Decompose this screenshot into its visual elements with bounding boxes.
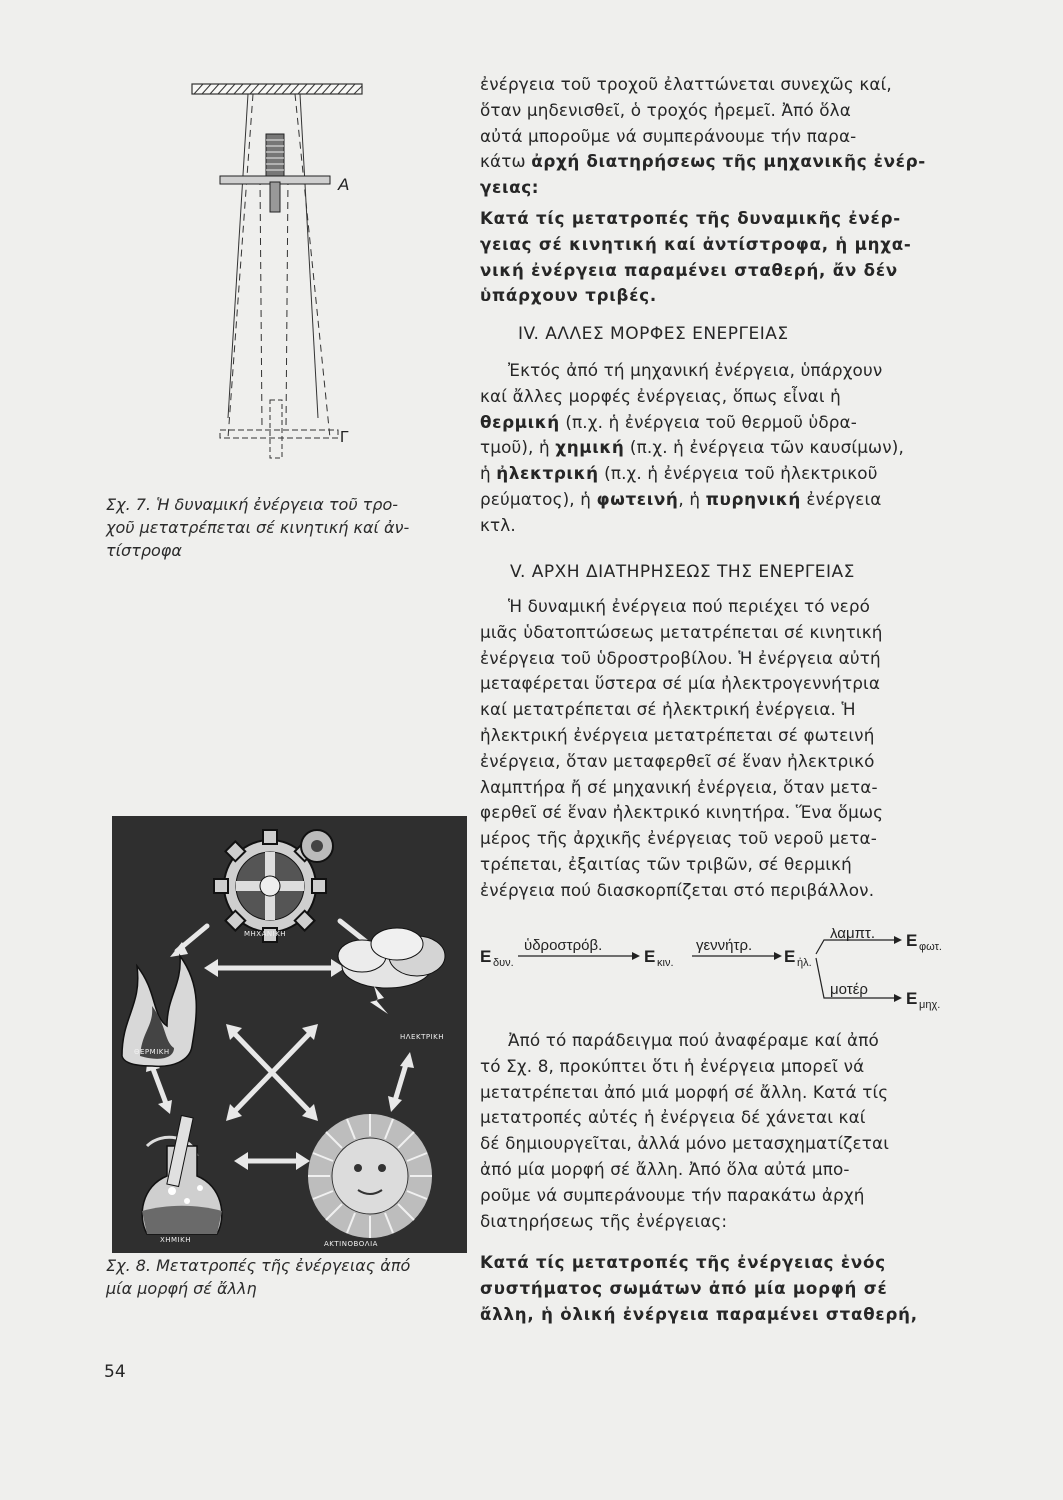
e-kin: Ε	[644, 947, 656, 966]
text-span: ἐνέργεια	[800, 488, 882, 509]
law-energy-conservation	[480, 1250, 964, 1327]
paragraph-2	[480, 358, 964, 539]
paragraph-3	[480, 594, 964, 904]
text-line: αὐτά μποροῦμε νά συμπεράνουμε τήν παρα-	[480, 125, 857, 146]
text-line: ἐνέργεια τοῦ τροχοῦ ἐλαττώνεται συνεχῶς καί,	[480, 74, 892, 94]
text-line: γειας σέ κινητική καί ἀντίστροφα, ἡ μηχα-	[480, 234, 912, 254]
text-line: μεταφέρεται ὕστερα σέ μία ἠλεκτρογεννήτρια	[480, 673, 881, 694]
text-span: κάτω	[480, 151, 532, 172]
term-bold: φωτεινή	[596, 488, 679, 509]
term-bold: ἠλεκτρική	[496, 463, 599, 484]
text-line: ἐνέργεια τοῦ ὑδροστροβίλου. Ἡ ἐνέργεια αὐτή	[480, 647, 881, 668]
energy-chain-formula	[478, 928, 968, 1018]
e-kin-sub: κιν.	[657, 957, 674, 969]
e-mech: Ε	[906, 989, 918, 1008]
caption-line: τίστροφα	[106, 541, 182, 560]
page-number: 54	[104, 1362, 126, 1382]
text-line: συστήματος σωμάτων ἀπό μία μορφή σέ	[480, 1278, 888, 1298]
arrow4-label: μοτέρ	[830, 981, 868, 998]
text-line: δέ δημιουργεῖται, ἀλλά μόνο μετασχηματίζεται	[480, 1133, 890, 1154]
text-span: τμοῦ), ἡ	[480, 437, 556, 458]
text-line	[480, 435, 964, 461]
term-bold: ἀρχή διατηρήσεως τῆς μηχανικῆς ἐνέρ-	[531, 151, 926, 172]
text-line: μετατρέπεται ἀπό μιά μορφή σέ ἄλλη. Κατά τίς	[480, 1081, 889, 1102]
section-heading-v: V. ΑΡΧΗ ΔΙΑΤΗΡΗΣΕΩΣ ΤΗΣ ΕΝΕΡΓΕΙΑΣ	[510, 562, 855, 582]
term-bold: θερμική	[480, 411, 560, 432]
term-bold: χημική	[555, 437, 625, 458]
text-span: (π.χ. ἡ ἐνέργεια τοῦ θερμοῦ ὑδρα-	[559, 411, 857, 432]
e-phot: Ε	[906, 931, 918, 950]
text-line: ροῦμε νά συμπεράνουμε τήν παρακάτω ἀρχή	[480, 1184, 865, 1205]
text-line: κτλ.	[480, 514, 516, 535]
e-phot-sub: φωτ.	[919, 941, 942, 953]
text-line: ἀπό μία μορφή σέ ἄλλη. Ἀπό ὅλα αὐτά μπο-	[480, 1158, 850, 1179]
text-span: , ἡ	[678, 488, 706, 509]
tag-electric: ΗΛΕΚΤΡΙΚΗ	[400, 1033, 444, 1041]
text-span: (π.χ. ἡ ἐνέργεια τῶν καυσίμων),	[624, 437, 904, 458]
tag-mechanical: ΜΗΧΑΝΙΚΗ	[244, 930, 287, 938]
text-line: καί ἄλλες μορφές ἐνέργειας, ὅπως εἶναι ἡ	[480, 385, 841, 406]
figure-8-energy-forms	[112, 816, 467, 1253]
law-mechanical-energy	[480, 206, 964, 309]
term-bold: γειας:	[480, 177, 540, 198]
e-dyn: Ε	[480, 947, 492, 966]
text-line: φερθεῖ σέ ἕναν ἠλεκτρικό κινητήρα. Ἕνα ὅμως	[480, 802, 884, 823]
text-line	[480, 410, 964, 436]
caption-line: χοῦ μετατρέπεται σέ κινητική καί ἀν-	[106, 518, 410, 537]
text-line: ὅταν μηδενισθεῖ, ὁ τροχός ἠρεμεῖ. Ἀπό ὅλα	[480, 99, 851, 120]
tag-radiation: ΑΚΤΙΝΟΒΟΛΙΑ	[324, 1240, 378, 1248]
e-el: Ε	[784, 947, 796, 966]
text-line	[480, 175, 964, 201]
text-line: μέρος τῆς ἀρχικῆς ἐνέργειας τοῦ νεροῦ μετα-	[480, 828, 877, 849]
text-line: καί μετατρέπεται σέ ἠλεκτρική ἐνέργεια. Ἡ	[480, 699, 856, 720]
text-span: ἡ	[480, 463, 497, 484]
text-line	[480, 461, 964, 487]
text-line	[480, 149, 964, 175]
figure-7-wheel-diagram	[150, 78, 460, 498]
text-line: Κατά τίς μετατροπές τῆς δυναμικῆς ἐνέρ-	[480, 209, 901, 228]
term-bold: πυρηνική	[705, 488, 801, 509]
text-line	[480, 487, 964, 513]
caption-line: μία μορφή σέ ἄλλη	[106, 1279, 257, 1298]
tag-chemical: ΧΗΜΙΚΗ	[160, 1236, 192, 1244]
paragraph-4	[480, 1028, 964, 1234]
label-a: Α	[338, 175, 350, 194]
text-line: ἐνέργεια πού διασκορπίζεται στό περιβάλλον.	[480, 879, 875, 900]
figure-7-caption	[106, 493, 466, 562]
text-line: τρέπεται, ἐξαιτίας τῶν τριβῶν, σέ θερμική	[480, 853, 852, 874]
text-line: Ἐκτός ἀπό τή μηχανική ἐνέργεια, ὑπάρχουν	[508, 360, 883, 380]
text-line: ἐνέργεια, ὅταν μεταφερθεῖ σέ ἕναν ἠλεκτρικό	[480, 750, 875, 771]
caption-line: Σχ. 7. Ἡ δυναμική ἐνέργεια τοῦ τρο-	[106, 495, 399, 514]
small-gear-icon	[301, 830, 333, 862]
label-g: Γ	[340, 429, 349, 446]
lightning-icon	[370, 986, 388, 1014]
arrow2-label: γεννήτρ.	[696, 937, 753, 954]
arrow1-label: ὑδροστρόβ.	[524, 937, 603, 954]
text-span: (π.χ. ἡ ἐνέργεια τοῦ ἠλεκτρικοῦ	[598, 463, 878, 484]
text-line: λαμπτήρα ἤ σέ μηχανική ἐνέργεια, ὅταν μετα-	[480, 776, 878, 797]
e-el-sub: ἠλ.	[797, 957, 812, 969]
sun-icon	[308, 1114, 432, 1238]
text-line: Ἡ δυναμική ἐνέργεια πού περιέχει τό νερό	[508, 596, 871, 616]
e-mech-sub: μηχ.	[919, 999, 941, 1011]
flask-icon	[142, 1116, 222, 1234]
section-heading-iv: IV. ΑΛΛΕΣ ΜΟΡΦΕΣ ΕΝΕΡΓΕΙΑΣ	[518, 324, 789, 344]
text-line: ἠλεκτρική ἐνέργεια μετατρέπεται σέ φωτεινή	[480, 724, 875, 745]
text-line: τό Σχ. 8, προκύπτει ὅτι ἡ ἐνέργεια μπορεῖ νά	[480, 1055, 865, 1076]
text-line: Ἀπό τό παράδειγμα πού ἀναφέραμε καί ἀπό	[508, 1030, 879, 1050]
cloud-icon	[338, 928, 445, 988]
paragraph-1	[480, 72, 964, 201]
text-line: μιᾶς ὑδατοπτώσεως μετατρέπεται σέ κινητική	[480, 621, 883, 642]
text-line: νική ἐνέργεια παραμένει σταθερή, ἄν δέν	[480, 260, 898, 280]
text-line: ἄλλη, ἡ ὁλική ἐνέργεια παραμένει σταθερή,	[480, 1304, 918, 1324]
text-span: ρεύματος), ἡ	[480, 488, 597, 509]
text-line: μετατροπές αὐτές ἡ ἐνέργεια δέ χάνεται καί	[480, 1107, 866, 1128]
caption-line: Σχ. 8. Μετατροπές τῆς ἐνέργειας ἀπό	[106, 1256, 411, 1275]
tag-thermal: ΘΕΡΜΙΚΗ	[134, 1048, 170, 1056]
text-line: διατηρήσεως τῆς ἐνέργειας:	[480, 1210, 728, 1231]
arrow3-label: λαμπτ.	[830, 928, 876, 942]
text-line: ὑπάρχουν τριβές.	[480, 286, 657, 306]
e-dyn-sub: δυν.	[493, 957, 514, 969]
figure-8-caption	[106, 1254, 466, 1300]
text-line: Κατά τίς μετατροπές τῆς ἐνέργειας ἑνός	[480, 1253, 886, 1272]
